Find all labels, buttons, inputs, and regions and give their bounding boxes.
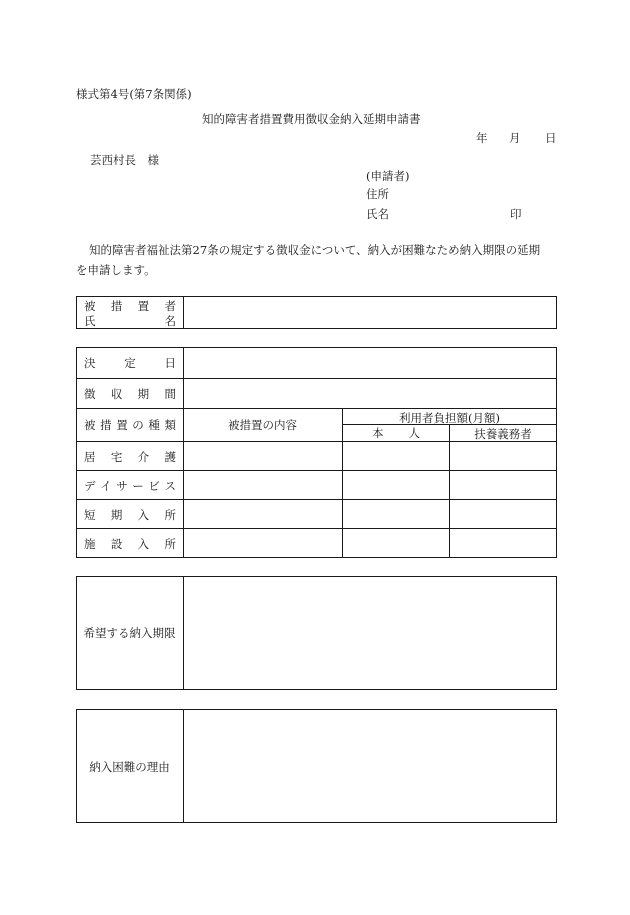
row-label-home-care: 居 宅 介 護	[84, 449, 176, 464]
seal-mark: 印	[510, 207, 522, 221]
body-text-line1: 知的障害者福祉法第27条の規定する徴収金について、納入が困難なため納入期限の延期	[89, 243, 541, 257]
form-number: 様式第4号(第7条関係)	[76, 87, 192, 101]
measure-content-header: 被措置の内容	[228, 418, 297, 432]
collection-period-field[interactable]	[184, 379, 556, 408]
row-label-short-stay: 短 期 入 所	[84, 507, 176, 522]
address-label: 住所	[366, 187, 389, 201]
person-label-row1: 被 措 置 者	[84, 298, 176, 313]
deadline-label: 希望する納入期限	[83, 626, 176, 640]
decision-date-label: 決 定 日	[84, 355, 176, 370]
date-month-label: 月	[509, 131, 521, 145]
self-header: 本 人	[372, 426, 420, 440]
reason-label: 納入困難の理由	[89, 760, 170, 774]
date-day-label: 日	[545, 131, 557, 145]
deadline-field[interactable]	[184, 577, 556, 689]
supporter-header: 扶養義務者	[474, 427, 532, 441]
decision-date-field[interactable]	[184, 348, 556, 378]
date-year-label: 年	[476, 131, 488, 145]
row-label-facility: 施 設 入 所	[84, 536, 176, 551]
person-name-field[interactable]	[184, 297, 556, 328]
collection-period-label: 徴 収 期 間	[84, 386, 176, 401]
reason-field[interactable]	[184, 710, 556, 822]
body-text-line2: を申請します。	[76, 263, 156, 277]
row-label-day-service: デ イ サ ー ビ ス	[84, 478, 176, 493]
measure-type-header: 被 措 置 の 種 類	[84, 417, 176, 432]
form-title: 知的障害者措置費用徴収金納入延期申請書	[202, 112, 421, 126]
person-label-row2: 氏 名	[84, 313, 176, 328]
addressee: 芸西村長 様	[90, 153, 159, 167]
burden-header: 利用者負担額(月額)	[399, 411, 500, 425]
applicant-heading: (申請者)	[366, 169, 410, 183]
name-label: 氏名	[366, 207, 389, 221]
